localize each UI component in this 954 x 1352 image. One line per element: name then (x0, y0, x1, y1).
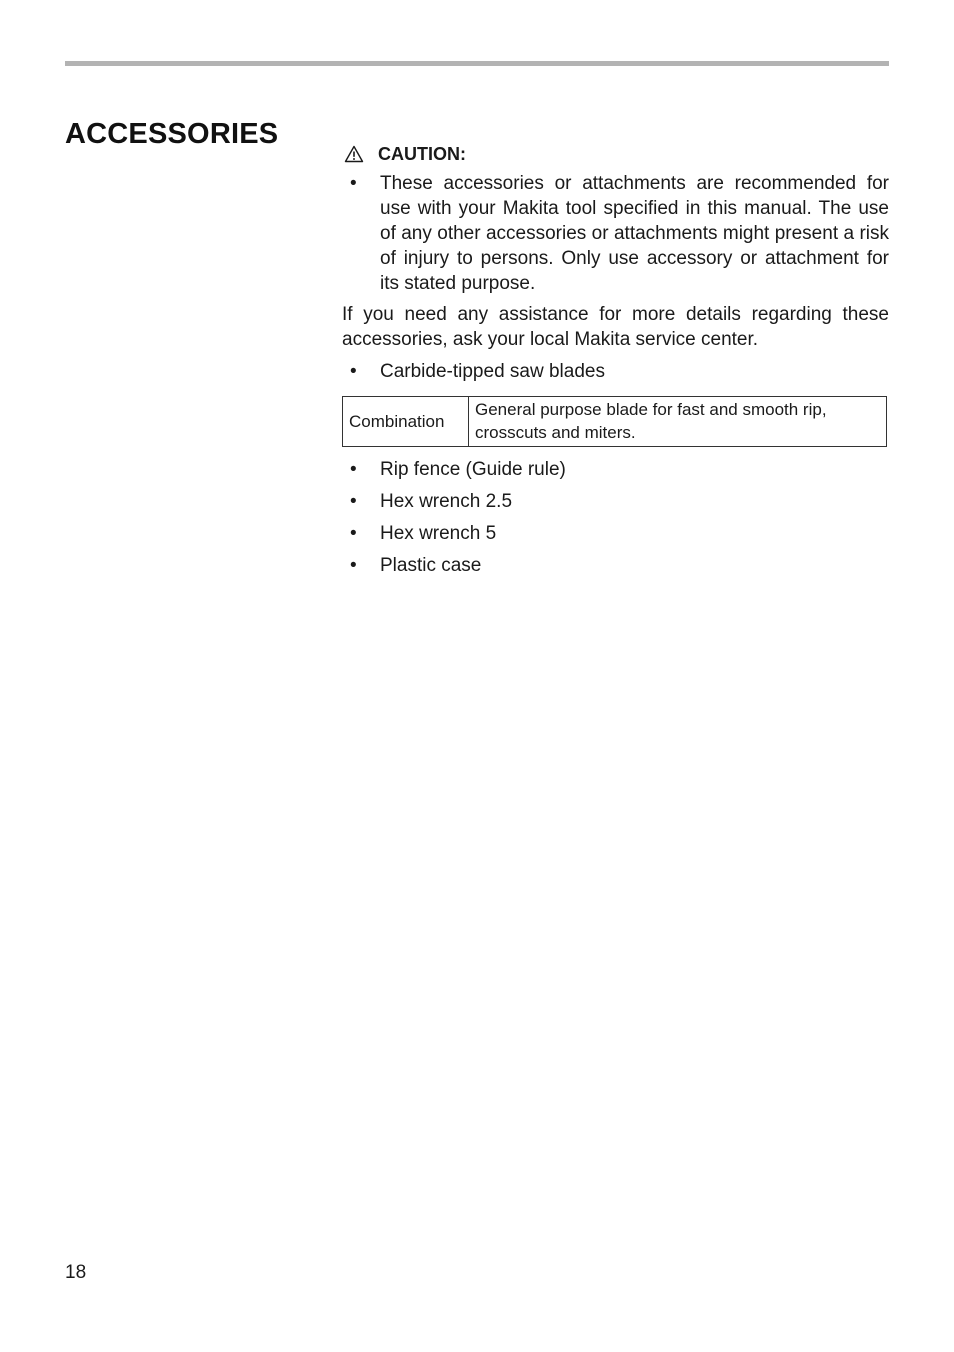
accessory-item-text: Hex wrench 5 (380, 523, 497, 544)
list-item (342, 489, 889, 514)
page-number: 18 (65, 1262, 87, 1283)
blade-list (342, 359, 889, 384)
caution-list (342, 171, 889, 296)
accessory-item-text: Hex wrench 2.5 (380, 491, 513, 512)
accessory-item-text: Rip fence (Guide rule) (380, 459, 566, 480)
blade-list-label: Carbide-tipped saw blades (380, 361, 605, 382)
caution-heading (344, 141, 889, 167)
accessories-content (342, 141, 889, 585)
header-rule (65, 61, 889, 66)
caution-label: CAUTION: (378, 143, 466, 164)
bullet-icon: • (350, 173, 357, 194)
section-title: ACCESSORIES (65, 118, 279, 150)
caution-item (342, 171, 889, 296)
accessory-item-text: Plastic case (380, 555, 482, 576)
blade-table (342, 396, 887, 447)
warning-triangle-icon (344, 145, 364, 163)
bullet-icon: • (350, 555, 357, 576)
blade-type-cell: Combination (343, 397, 469, 447)
assistance-paragraph: If you need any assistance for more details regarding these accessories, ask your local Makita service center. (342, 304, 889, 350)
bullet-icon: • (350, 459, 357, 480)
bullet-icon: • (350, 491, 357, 512)
table-row (343, 397, 887, 447)
bullet-icon: • (350, 361, 357, 382)
blade-description-cell: General purpose blade for fast and smooth rip, crosscuts and miters. (469, 397, 887, 447)
list-item (342, 457, 889, 482)
accessory-list (342, 457, 889, 578)
list-item (342, 359, 889, 384)
list-item (342, 553, 889, 578)
caution-item-text: These accessories or attachments are recommended for use with your Makita tool specified in this manual. The use of any other accessories or attachments might present a risk of injury to persons. Only use accessory or attachment for its stated purpose. (380, 173, 889, 294)
bullet-icon: • (350, 523, 357, 544)
list-item (342, 521, 889, 546)
